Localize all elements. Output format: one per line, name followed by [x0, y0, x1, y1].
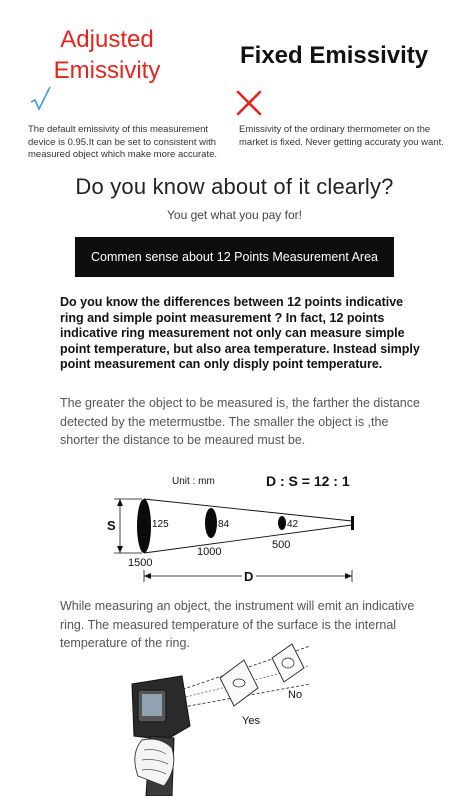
- instrument-point: [351, 516, 354, 530]
- adjusted-emissivity-description: The default emissivity of this measurement device is 0.95.It can be set to consistent with measured object which make more accurate.: [28, 124, 218, 160]
- fixed-emissivity-description: Emissivity of the ordinary thermometer on the market is fixed. Never getting accuraty you want.: [239, 124, 444, 148]
- unit-label: Unit : mm: [172, 476, 215, 487]
- s-label: S: [107, 518, 116, 533]
- intro-paragraph: Do you know the differences between 12 points indicative ring and simple point measurement ? In fact, 12 points indicative ring measurement not only can measure simple point temperature, but also area temperature. Instead simply point measurement can only disply point temperature.: [60, 295, 420, 372]
- yes-target-plane: [220, 660, 258, 706]
- distance-label-1500: 1500: [128, 557, 153, 569]
- adjusted-title-line1: Adjusted: [60, 26, 154, 53]
- indicative-ring-paragraph: While measuring an object, the instrument will emit an indicative ring. The measured temperature of the surface is the internal temperature of the ring.: [60, 599, 415, 650]
- check-icon: [30, 86, 52, 112]
- section-subtitle: You get what you pay for!: [167, 208, 302, 222]
- spot-label-84: 84: [218, 519, 230, 530]
- section-heading: Do you know about of it clearly?: [75, 174, 394, 199]
- banner: [75, 237, 394, 277]
- fixed-emissivity-title: Fixed Emissivity: [240, 42, 429, 69]
- yes-label: Yes: [242, 715, 260, 727]
- ratio-label: D : S = 12 : 1: [266, 473, 350, 489]
- no-target-plane: [272, 644, 304, 682]
- ds-ratio-diagram: [100, 466, 370, 590]
- cross-icon: [236, 90, 262, 116]
- cone-bottom-line: [144, 525, 352, 553]
- banner-text: Commen sense about 12 Points Measurement Area: [91, 250, 378, 264]
- spot-1500: [137, 499, 151, 553]
- no-label: No: [288, 689, 303, 701]
- distance-label-1000: 1000: [197, 546, 222, 558]
- d-label: D: [244, 569, 254, 584]
- cone-top-line: [144, 499, 352, 521]
- distance-paragraph: The greater the object to be measured is, the farther the distance detected by the metermustbe. The smaller the object is ,the shorter the distance to be meaured must be.: [60, 396, 420, 447]
- spot-1000: [205, 508, 217, 538]
- spot-500: [278, 516, 286, 530]
- adjusted-emissivity-title: [22, 24, 192, 86]
- distance-label-500: 500: [272, 539, 291, 551]
- spot-label-42: 42: [287, 519, 299, 530]
- spot-label-125: 125: [152, 519, 169, 530]
- adjusted-title-line2: Emissivity: [53, 57, 161, 84]
- hand: [135, 739, 174, 786]
- thermometer-diagram: [120, 636, 320, 796]
- thermometer-display: [142, 694, 162, 716]
